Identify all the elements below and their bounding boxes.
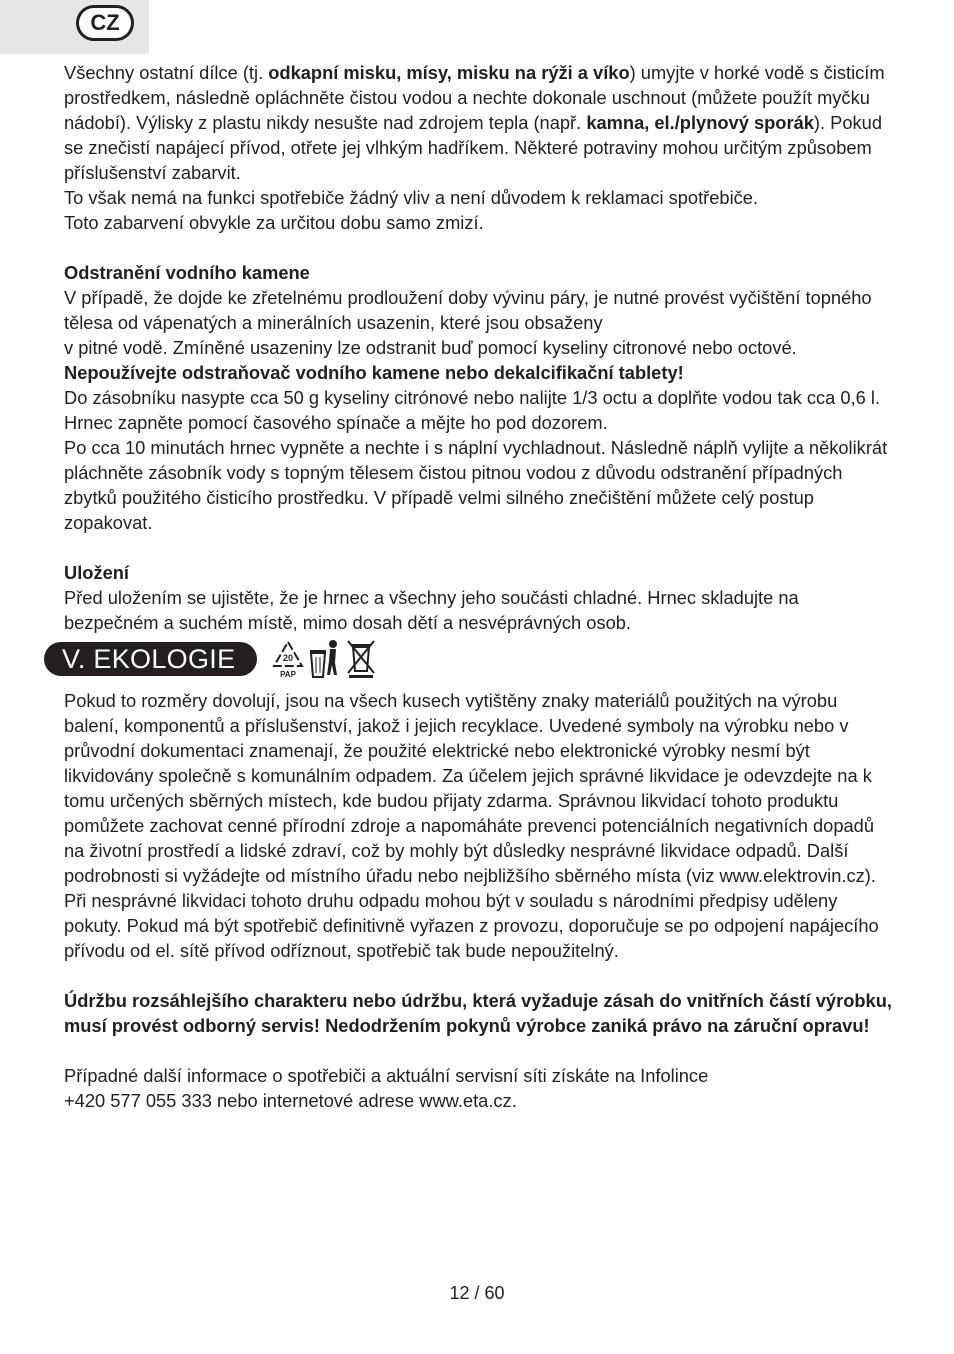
page-number: 12 / 60 (449, 1283, 505, 1303)
text-run: ). Pokud se znečistí napájecí přívod, otřete jej vlhkým hadříkem. Některé potraviny mohou určitým způsobem příslušenství zabarvit. (64, 112, 883, 183)
crossed-bin-weee-icon (345, 639, 377, 679)
recycle-pap-icon (271, 639, 305, 679)
text-run: ) umyjte v horké vodě s čisticím prostředkem, následně opláchněte čistou vodou a nechte dokonale uschnout (můžete použít myčku nádobí). Výlisky z plastu nikdy nesušte nad zdrojem tepla (např. (64, 62, 885, 133)
descaling-warning (64, 360, 894, 385)
eco-symbols (271, 639, 377, 679)
info-line-1: Případné další informace o spotřebiči a aktuální servisní síti získáte na Infolince (64, 1065, 709, 1086)
text-run: Všechny ostatní dílce (tj. (64, 62, 269, 83)
page-content (64, 60, 894, 1113)
cleaning-note-1: To však nemá na funkci spotřebiče žádný vliv a není důvodem k reklamaci spotřebiče. (64, 187, 759, 208)
bold-run: odkapní misku, mísy, misku na rýži a víko (268, 62, 630, 83)
svg-text:20: 20 (283, 653, 294, 663)
language-badge: CZ (76, 5, 134, 41)
dispose-in-bin-icon (309, 639, 341, 679)
language-tab (0, 0, 149, 54)
heading-text: Odstranění vodního kamene (64, 262, 310, 283)
svg-text:PAP: PAP (280, 670, 297, 679)
ecology-text-2: Při nesprávné likvidaci tohoto druhu odpadu mohou být v souladu s národními předpisy uděleny pokuty. Pokud má být spotřebič definitivně vyřazen z provozu, doporučuje se po odpojení napájecího přívodu od el. sítě přívod odříznout, spotřebič tak bude nepoužitelný. (64, 890, 879, 961)
section-title: V. EKOLOGIE (44, 642, 257, 676)
cleaning-note-2: Toto zabarvení obvykle za určitou dobu samo zmizí. (64, 212, 484, 233)
ecology-section-header (44, 637, 894, 681)
descaling-text-1: V případě, že dojde ke zřetelnému prodloužení doby vývinu páry, je nutné provést vyčištění topného tělesa od vápenatých a minerálních usazenin, které jsou obsaženy (64, 287, 872, 333)
ecology-text: Pokud to rozměry dovolují, jsou na všech kusech vytištěny znaky materiálů použitých na výrobu balení, komponentů a příslušenství, jakož i jejich recyklace. Uvedené symboly na výrobku nebo v průvodní dokumentaci znamenají, že použité elektrické nebo elektronické výrobky nesmí být likvidovány společně s komunálním odpadem. Za účelem jejich správné likvidace je odevzdejte na k tomu určených sběrných místech, kde budou přijaty zdarma. Správnou likvidací tohoto produktu pomůžete zachovat cenné přírodní zdroje a napomáháte prevenci potenciálních negativních dopadů na životní prostředí a lidské zdraví, což by mohly být důsledky nesprávné likvidace odpadů. Další podrobnosti si vyžádejte od místního úřadu nebo nejbližšího sběrného místa (viz www.elektrovin.cz). (64, 690, 876, 886)
service-warning (64, 988, 894, 1038)
descaling-text-4: Po cca 10 minutách hrnec vypněte a nechte i s náplní vychladnout. Následně náplň vylijte a několikrát pláchněte zásobník vody s topným tělesem čistou pitnou vodou z důvodu odstranění případných zbytků použitého čisticího prostředku. V případě velmi silného znečištění můžete celý postup zopakovat. (64, 437, 888, 533)
info-line-2: +420 577 055 333 nebo internetové adrese www.eta.cz. (64, 1090, 517, 1111)
descaling-heading (64, 260, 894, 285)
cleaning-paragraph (64, 60, 894, 185)
bold-run: kamna, el./plynový sporák (586, 112, 814, 133)
descaling-text-2: v pitné vodě. Zmíněné usazeniny lze odstranit buď pomocí kyseliny citronové nebo octové. (64, 337, 797, 358)
storage-text: Před uložením se ujistěte, že je hrnec a všechny jeho součásti chladné. Hrnec skladujte na bezpečném a suchém místě, mimo dosah dětí a nesvéprávných osob. (64, 587, 799, 633)
warning-text: Nepoužívejte odstraňovač vodního kamene nebo dekalcifikační tablety! (64, 362, 684, 383)
heading-text: Uložení (64, 562, 130, 583)
warning-text: Údržbu rozsáhlejšího charakteru nebo údržbu, která vyžaduje zásah do vnitřních částí výrobku, musí provést odborný servis! Nedodržením pokynů výrobce zaniká právo na záruční opravu! (64, 990, 892, 1036)
storage-heading (64, 560, 894, 585)
descaling-text-3: Do zásobníku nasypte cca 50 g kyseliny citrónové nebo nalijte 1/3 octu a doplňte vodou tak cca 0,6 l. Hrnec zapněte pomocí časového spínače a mějte ho pod dozorem. (64, 387, 881, 433)
